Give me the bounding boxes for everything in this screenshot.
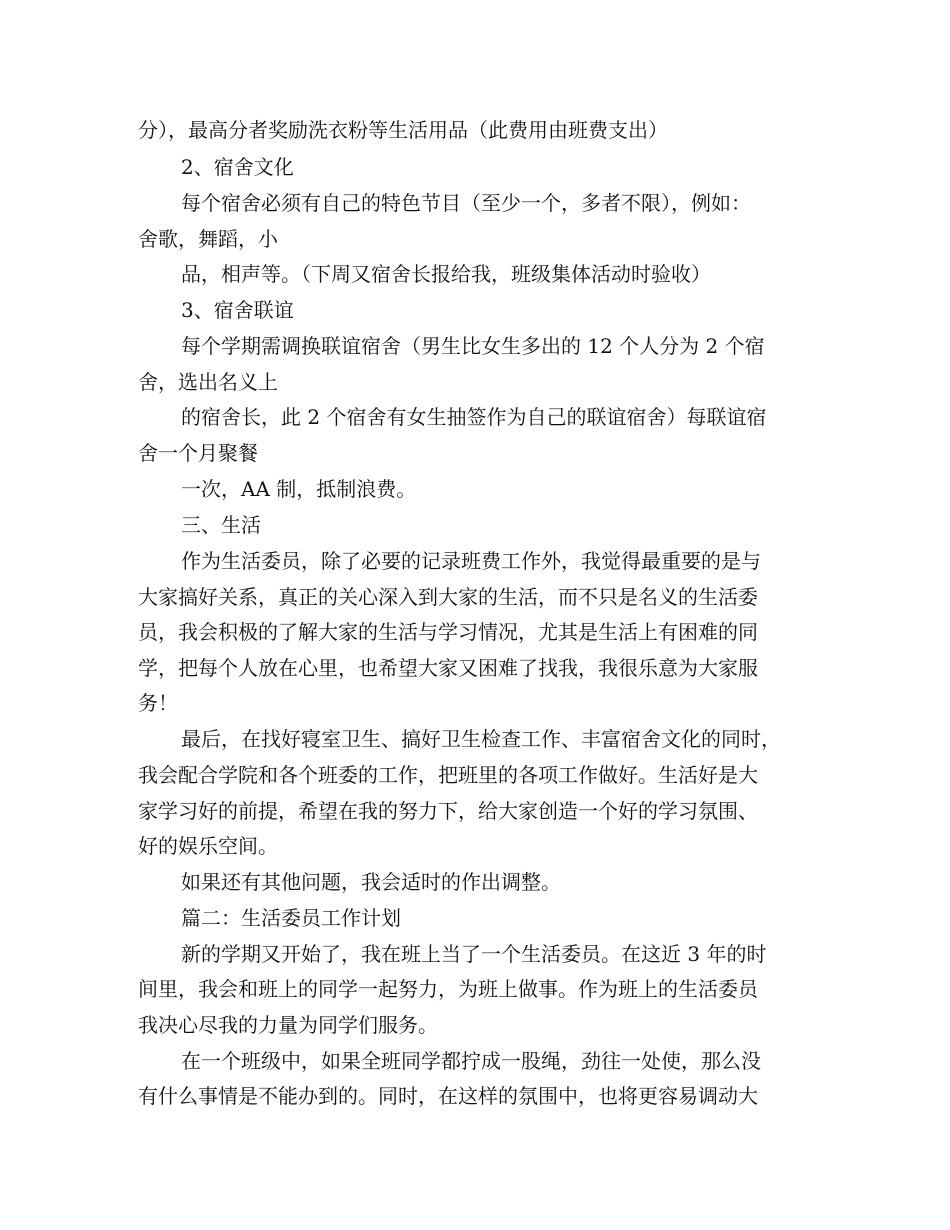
- text-line: 有什么事情是不能办到的。同时，在这样的氛围中，也将更容易调动大: [138, 1084, 758, 1108]
- text-line: 间里，我会和班上的同学一起努力，为班上做事。作为班上的生活委员: [138, 977, 758, 1001]
- text-line: 如果还有其他问题，我会适时的作出调整。: [181, 870, 561, 894]
- section-heading: 3、宿舍联谊: [181, 298, 294, 322]
- text-line: 最后，在找好寝室卫生、搞好卫生检查工作、丰富宿舍文化的同时，: [181, 727, 781, 751]
- section-heading: 2、宿舍文化: [181, 155, 294, 179]
- text-line: 新的学期又开始了，我在班上当了一个生活委员。在这近 3 年的时: [181, 942, 767, 966]
- text-line: 家学习好的前提，希望在我的努力下，给大家创造一个好的学习氛围、: [138, 799, 758, 823]
- text-line: 员，我会积极的了解大家的生活与学习情况，尤其是生活上有困难的同: [138, 620, 758, 644]
- text-line: 好的娱乐空间。: [138, 834, 278, 858]
- text-line: 的宿舍长，此 2 个宿舍有女生抽签作为自己的联谊宿舍）每联谊宿: [181, 405, 767, 429]
- text-line: 我决心尽我的力量为同学们服务。: [138, 1013, 438, 1037]
- section-heading: 篇二：生活委员工作计划: [181, 906, 401, 930]
- text-line: 一次，AA 制，抵制浪费。: [181, 477, 417, 501]
- text-line: 品，相声等。（下周又宿舍长报给我，班级集体活动时验收）: [181, 262, 711, 286]
- text-line: 每个学期需调换联谊宿舍（男生比女生多出的 12 个人分为 2 个宿: [181, 334, 765, 358]
- section-heading: 三、生活: [181, 513, 261, 537]
- text-line: 学，把每个人放在心里，也希望大家又困难了找我，我很乐意为大家服: [138, 656, 758, 680]
- text-line: 舍，选出名义上: [138, 370, 278, 394]
- text-line: 舍一个月聚餐: [138, 441, 258, 465]
- text-line: 大家搞好关系，真正的关心深入到大家的生活，而不只是名义的生活委: [138, 585, 758, 609]
- text-line: 我会配合学院和各个班委的工作，把班里的各项工作做好。生活好是大: [138, 763, 758, 787]
- text-line: 务！: [138, 691, 178, 715]
- text-line: 每个宿舍必须有自己的特色节目（至少一个，多者不限），例如：: [181, 191, 751, 215]
- text-line: 分），最高分者奖励洗衣粉等生活用品（此费用由班费支出）: [138, 118, 668, 142]
- text-line: 在一个班级中，如果全班同学都拧成一股绳，劲往一处使，那么没: [181, 1049, 761, 1073]
- text-line: 作为生活委员，除了必要的记录班费工作外，我觉得最重要的是与: [181, 549, 761, 573]
- text-line: 舍歌，舞蹈，小: [138, 227, 278, 251]
